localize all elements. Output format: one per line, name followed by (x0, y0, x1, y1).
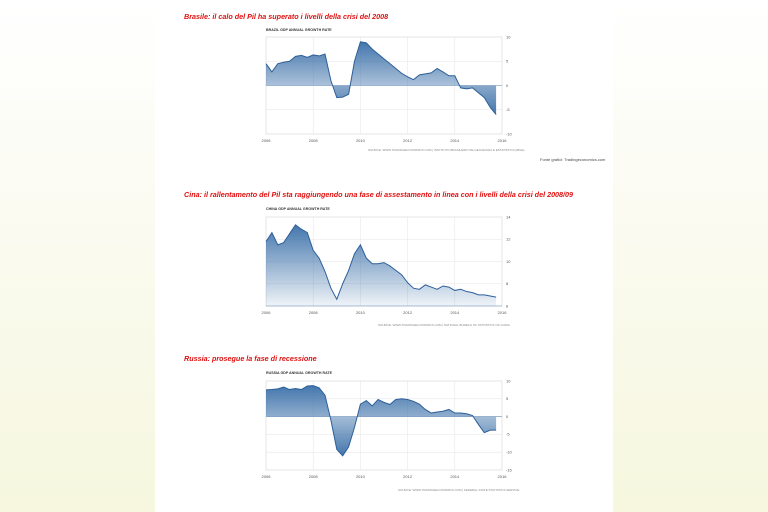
brazil-point-5 (295, 56, 296, 57)
china-point-12 (336, 299, 337, 300)
china-point-7 (307, 232, 308, 233)
russia-point-12 (336, 449, 337, 450)
brazil-point-12 (336, 97, 337, 98)
russia-point-5 (295, 388, 296, 389)
russia-xtick-3: 2012 (403, 474, 413, 479)
china-point-10 (324, 271, 325, 272)
china-point-5 (295, 224, 296, 225)
brazil-area-positive (266, 42, 496, 115)
china-point-21 (389, 265, 390, 266)
china-point-11 (330, 288, 331, 289)
russia-point-9 (319, 387, 320, 388)
russia-point-26 (419, 404, 420, 405)
brazil-point-35 (472, 87, 473, 88)
brazil-point-14 (348, 94, 349, 95)
russia-ytick-2: 0 (506, 413, 509, 419)
russia-point-16 (360, 404, 361, 405)
china-ytick-2: 10 (506, 258, 511, 264)
brazil-point-0 (265, 63, 266, 64)
china-point-17 (366, 258, 367, 259)
brazil-point-21 (389, 63, 390, 64)
brazil-point-8 (313, 54, 314, 55)
brazil-point-23 (401, 73, 402, 74)
china-point-25 (413, 288, 414, 289)
brazil-point-30 (442, 71, 443, 72)
china-xtick-0: 2006 (261, 310, 271, 315)
china-point-15 (354, 253, 355, 254)
china-ytick-3: 8 (506, 281, 509, 287)
china-area-positive (266, 225, 496, 306)
china-point-0 (265, 241, 266, 242)
russia-point-17 (366, 400, 367, 401)
brazil-ytick-4: -10 (506, 131, 512, 137)
brazil-ytick-2: 0 (506, 82, 509, 88)
russia-point-37 (484, 432, 485, 433)
china-point-23 (401, 274, 402, 275)
russia-point-24 (407, 399, 408, 400)
russia-xtick-2: 2010 (355, 474, 365, 479)
russia-point-29 (437, 411, 438, 412)
brazil-point-38 (490, 107, 491, 108)
china-point-37 (484, 294, 485, 295)
chart-title-china: CHINA GDP ANNUAL GROWTH RATE (266, 207, 330, 211)
russia-point-34 (466, 413, 467, 414)
china-ytick-4: 6 (506, 303, 509, 309)
russia-xtick-4: 2014 (450, 474, 460, 479)
china-xtick-2: 2010 (355, 310, 365, 315)
russia-gdp-chart (262, 378, 518, 480)
brazil-point-29 (437, 68, 438, 69)
russia-ytick-3: -5 (506, 431, 510, 437)
brazil-point-6 (301, 55, 302, 56)
brazil-point-2 (277, 63, 278, 64)
chart-source-china: SOURCE: WWW.TRADINGECONOMICS.COM | NATIONAL BUREAU OF STATISTICS OF CHINA (378, 323, 510, 327)
section-heading-china: Cina: il rallentamento del Pil sta raggiungendo una fase di assestamento in linea con i livelli della crisi del 2008/09 (184, 190, 574, 199)
russia-point-39 (496, 430, 497, 431)
russia-point-14 (348, 446, 349, 447)
brazil-point-13 (342, 97, 343, 98)
russia-point-35 (472, 415, 473, 416)
russia-point-31 (448, 409, 449, 410)
russia-xtick-5: 2016 (497, 474, 507, 479)
brazil-point-37 (484, 97, 485, 98)
chart-title-russia: RUSSIA GDP ANNUAL GROWTH RATE (266, 371, 333, 375)
brazil-xtick-3: 2012 (403, 138, 413, 143)
china-point-35 (472, 292, 473, 293)
russia-ytick-1: 5 (506, 396, 509, 402)
brazil-point-1 (271, 71, 272, 72)
china-point-9 (319, 258, 320, 259)
china-xtick-1: 2008 (308, 310, 318, 315)
china-ytick-1: 12 (506, 236, 511, 242)
russia-point-23 (401, 398, 402, 399)
china-ytick-0: 14 (506, 214, 511, 220)
china-point-4 (289, 233, 290, 234)
brazil-point-16 (360, 41, 361, 42)
brazil-point-18 (372, 49, 373, 50)
russia-point-15 (354, 427, 355, 428)
russia-point-13 (342, 455, 343, 456)
brazil-point-39 (496, 114, 497, 115)
brazil-ytick-3: -5 (506, 107, 510, 113)
brazil-point-31 (448, 75, 449, 76)
russia-point-25 (413, 401, 414, 402)
china-point-8 (313, 250, 314, 251)
russia-point-32 (454, 412, 455, 413)
brazil-point-15 (354, 61, 355, 62)
russia-point-0 (265, 389, 266, 390)
brazil-point-4 (289, 61, 290, 62)
brazil-xtick-5: 2016 (497, 138, 507, 143)
china-gdp-chart (262, 214, 518, 316)
brazil-point-28 (431, 72, 432, 73)
china-point-26 (419, 289, 420, 290)
russia-point-18 (372, 405, 373, 406)
russia-point-30 (442, 411, 443, 412)
china-point-34 (466, 291, 467, 292)
russia-point-28 (431, 412, 432, 413)
china-point-22 (395, 270, 396, 271)
brazil-point-10 (324, 53, 325, 54)
china-point-30 (442, 285, 443, 286)
russia-point-22 (395, 399, 396, 400)
russia-point-19 (378, 399, 379, 400)
chart-title-brazil: BRAZIL GDP ANNUAL GROWTH RATE (266, 28, 332, 32)
brazil-point-34 (466, 88, 467, 89)
chart-credit: Fonte grafici: Tradingeconomics.com (540, 157, 606, 162)
chart-source-russia: SOURCE: WWW.TRADINGECONOMICS.COM | FEDERAL STATE STATISTICS SERVICE (398, 488, 520, 492)
russia-point-11 (330, 420, 331, 421)
brazil-point-3 (283, 62, 284, 63)
china-point-29 (437, 289, 438, 290)
china-point-24 (407, 282, 408, 283)
china-point-31 (448, 286, 449, 287)
russia-area-positive (266, 386, 496, 456)
section-heading-brazil: Brasile: il calo del Pil ha superato i livelli della crisi del 2008 (184, 12, 389, 21)
china-point-28 (431, 286, 432, 287)
russia-point-21 (389, 404, 390, 405)
china-point-16 (360, 244, 361, 245)
brazil-point-36 (478, 92, 479, 93)
russia-point-10 (324, 395, 325, 396)
china-point-27 (425, 284, 426, 285)
brazil-point-20 (383, 58, 384, 59)
russia-point-2 (277, 388, 278, 389)
chart-source-brazil: SOURCE: WWW.TRADINGECONOMICS.COM | INSTITUTO BRASILEIRO DE GEOGRAFIA E ESTATISTICA (IBGE) (368, 148, 525, 152)
china-point-14 (348, 270, 349, 271)
china-point-18 (372, 263, 373, 264)
russia-point-1 (271, 389, 272, 390)
china-xtick-5: 2016 (497, 310, 507, 315)
china-point-38 (490, 295, 491, 296)
china-point-20 (383, 262, 384, 263)
brazil-xtick-1: 2008 (308, 138, 318, 143)
russia-point-8 (313, 385, 314, 386)
china-point-13 (342, 283, 343, 284)
russia-xtick-1: 2008 (308, 474, 318, 479)
russia-point-20 (383, 402, 384, 403)
china-point-3 (283, 242, 284, 243)
section-heading-russia: Russia: prosegue la fase di recessione (184, 354, 317, 363)
russia-point-33 (460, 412, 461, 413)
brazil-gdp-chart (262, 34, 518, 144)
brazil-point-26 (419, 74, 420, 75)
russia-point-6 (301, 389, 302, 390)
brazil-xtick-0: 2006 (261, 138, 271, 143)
russia-point-27 (425, 409, 426, 410)
brazil-point-17 (366, 42, 367, 43)
china-point-19 (378, 263, 379, 264)
russia-point-4 (289, 389, 290, 390)
china-xtick-3: 2012 (403, 310, 413, 315)
brazil-ytick-1: 5 (506, 58, 509, 64)
russia-point-38 (490, 430, 491, 431)
brazil-point-33 (460, 87, 461, 88)
russia-xtick-0: 2006 (261, 474, 271, 479)
china-point-1 (271, 232, 272, 233)
brazil-point-25 (413, 79, 414, 80)
brazil-xtick-2: 2010 (355, 138, 365, 143)
china-point-39 (496, 297, 497, 298)
brazil-point-22 (395, 68, 396, 69)
china-point-6 (301, 229, 302, 230)
russia-ytick-0: 10 (506, 378, 511, 384)
russia-point-7 (307, 385, 308, 386)
brazil-point-19 (378, 53, 379, 54)
china-point-33 (460, 289, 461, 290)
brazil-point-27 (425, 73, 426, 74)
brazil-ytick-0: 10 (506, 34, 511, 40)
russia-ytick-4: -10 (506, 449, 512, 455)
russia-point-36 (478, 424, 479, 425)
brazil-xtick-4: 2014 (450, 138, 460, 143)
brazil-point-24 (407, 76, 408, 77)
china-point-32 (454, 290, 455, 291)
russia-point-3 (283, 386, 284, 387)
russia-ytick-5: -15 (506, 467, 512, 473)
china-xtick-4: 2014 (450, 310, 460, 315)
china-point-36 (478, 294, 479, 295)
brazil-point-9 (319, 55, 320, 56)
brazil-point-7 (307, 57, 308, 58)
brazil-point-32 (454, 75, 455, 76)
brazil-point-11 (330, 80, 331, 81)
china-point-2 (277, 244, 278, 245)
